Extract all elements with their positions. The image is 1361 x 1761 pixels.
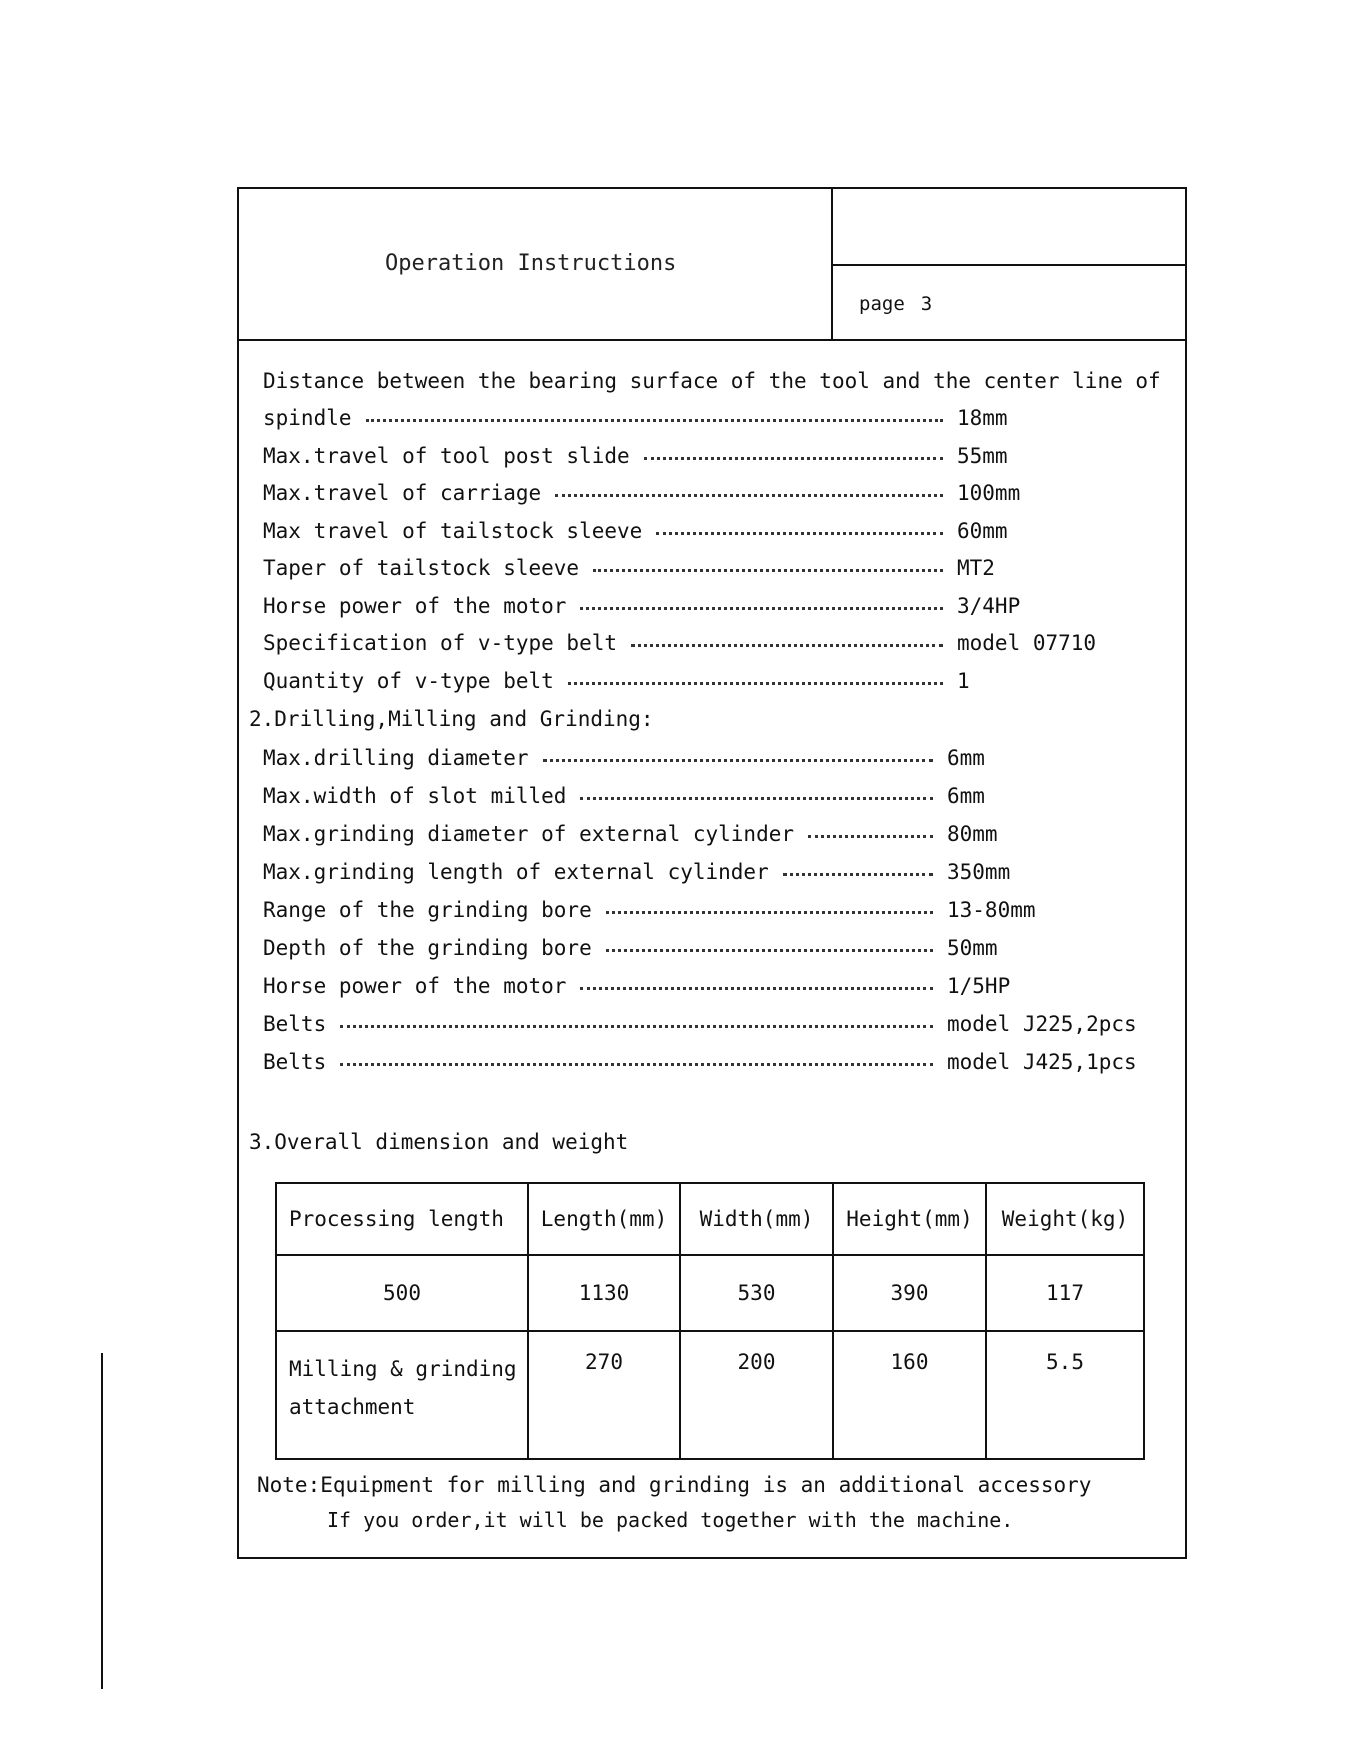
table-cell: 200 — [680, 1331, 833, 1459]
spec-label: Horse power of the motor — [263, 593, 567, 618]
header-divider — [239, 339, 1185, 341]
spec-label: Max.grinding length of external cylinder — [263, 860, 769, 884]
spec-row — [239, 936, 1185, 966]
spec-value: 6mm — [947, 784, 985, 808]
section3-heading: 3.Overall dimension and weight — [249, 1130, 629, 1154]
page-label: page — [859, 293, 905, 315]
spec-value: model J425,1pcs — [947, 1050, 1137, 1074]
leader-dots — [340, 1063, 933, 1066]
leader-dots — [340, 1025, 933, 1028]
table-cell: 1130 — [528, 1255, 680, 1331]
table-header-cell: Processing length — [276, 1183, 528, 1255]
spec-row — [239, 444, 1185, 474]
spec-value: 6mm — [947, 746, 985, 770]
page-indicator — [859, 293, 932, 315]
spec-value: 55mm — [957, 443, 1008, 468]
spec-label: spindle — [263, 406, 352, 430]
table-header-cell: Width(mm) — [680, 1183, 833, 1255]
spec-value: 1/5HP — [947, 974, 1011, 998]
spec-value: 50mm — [947, 936, 998, 960]
table-header-cell: Weight(kg) — [986, 1183, 1144, 1255]
spec-label: Belts — [263, 1012, 327, 1036]
spec-value: 80mm — [947, 822, 998, 846]
spec-label: Max.travel of carriage — [263, 481, 542, 505]
table-header-cell: Length(mm) — [528, 1183, 680, 1255]
table-cell: 390 — [833, 1255, 986, 1331]
spec-value: 18mm — [957, 406, 1008, 430]
spec-label: Max.grinding diameter of external cylinder — [263, 822, 795, 846]
spec-row — [239, 784, 1185, 814]
section2-heading: 2.Drilling,Milling and Grinding: — [249, 707, 654, 731]
spec-row — [239, 974, 1185, 1004]
table-cell: 160 — [833, 1331, 986, 1459]
page-number: 3 — [920, 293, 933, 315]
spec-label: Max travel of tailstock sleeve — [263, 518, 643, 543]
spec-label: Depth of the grinding bore — [263, 936, 592, 960]
leader-dots — [580, 987, 933, 990]
spec-label: Specification of v-type belt — [263, 631, 618, 655]
leader-dots — [568, 682, 943, 685]
spec-value: 1 — [957, 668, 970, 693]
spec-row — [239, 746, 1185, 776]
table-header-cell: Height(mm) — [833, 1183, 986, 1255]
spec-row — [239, 860, 1185, 890]
note-line-2: If you order,it will be packed together with the machine. — [327, 1508, 1014, 1532]
spec-row — [239, 1050, 1185, 1080]
leader-dots — [593, 569, 943, 572]
table-cell: 5.5 — [986, 1331, 1144, 1459]
intro-line: Distance between the bearing surface of the tool and the center line of — [263, 369, 1161, 393]
leader-dots — [543, 759, 933, 762]
spec-row — [239, 594, 1185, 624]
table-header-row — [276, 1183, 1144, 1255]
spec-label: Quantity of v-type belt — [263, 668, 554, 693]
table-cell: 117 — [986, 1255, 1144, 1331]
spec-label: Max.drilling diameter — [263, 746, 529, 770]
header-right-divider — [832, 264, 1187, 266]
spec-value: model J225,2pcs — [947, 1012, 1137, 1036]
leader-dots — [644, 457, 943, 460]
leader-dots — [606, 949, 933, 952]
spec-value: 60mm — [957, 518, 1008, 543]
spec-label: Belts — [263, 1050, 327, 1074]
spec-row — [239, 631, 1185, 661]
leader-dots — [555, 494, 943, 497]
spec-row — [239, 406, 1185, 436]
spec-row — [239, 519, 1185, 549]
spec-row — [239, 1012, 1185, 1042]
spec-value: 13-80mm — [947, 898, 1036, 922]
spec-label: Max.travel of tool post slide — [263, 443, 630, 468]
leader-dots — [606, 911, 933, 914]
leader-dots — [580, 797, 933, 800]
spec-label: Taper of tailstock sleeve — [263, 556, 580, 580]
spec-value: 350mm — [947, 860, 1011, 884]
leader-dots — [808, 835, 933, 838]
table-row — [276, 1255, 1144, 1331]
spec-value: 100mm — [957, 481, 1021, 505]
document-frame — [237, 187, 1187, 1559]
spec-row — [239, 556, 1185, 586]
table-cell: 530 — [680, 1255, 833, 1331]
leader-dots — [366, 419, 943, 422]
spec-value: model 07710 — [957, 631, 1097, 655]
table-cell: Milling & grinding attachment — [276, 1331, 528, 1459]
spec-row — [239, 481, 1185, 511]
leader-dots — [580, 607, 943, 610]
spec-value: 3/4HP — [957, 593, 1021, 618]
leader-dots — [783, 873, 933, 876]
leader-dots — [656, 532, 943, 535]
table-cell: 500 — [276, 1255, 528, 1331]
document-title: Operation Instructions — [385, 251, 677, 276]
spec-row — [239, 822, 1185, 852]
dimension-table — [275, 1182, 1145, 1460]
spec-value: MT2 — [957, 556, 995, 580]
page-edge-rule — [101, 1353, 103, 1689]
spec-label: Range of the grinding bore — [263, 898, 592, 922]
note-line-1: Note:Equipment for milling and grinding is an additional accessory — [257, 1473, 1092, 1497]
table-cell: 270 — [528, 1331, 680, 1459]
spec-label: Horse power of the motor — [263, 974, 567, 998]
spec-row — [239, 898, 1185, 928]
spec-label: Max.width of slot milled — [263, 784, 567, 808]
spec-row — [239, 669, 1185, 699]
leader-dots — [631, 644, 943, 647]
table-row — [276, 1331, 1144, 1459]
